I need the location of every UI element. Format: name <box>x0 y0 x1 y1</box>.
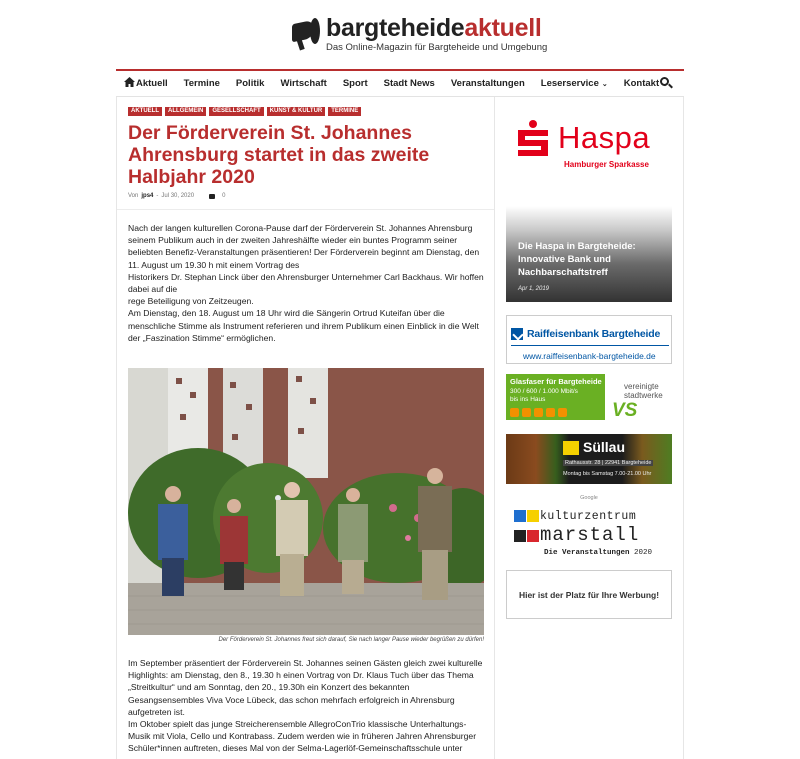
stadtwerke-speeds: 300 / 600 / 1.000 Mbit/s bis ins Haus <box>510 388 578 403</box>
article-body <box>128 222 484 344</box>
raiffeisen-logo-icon <box>511 328 523 340</box>
home-icon[interactable] <box>124 77 136 90</box>
logo-square <box>527 510 539 522</box>
nav-item-veranstaltungen[interactable]: Veranstaltungen <box>450 78 525 89</box>
advertise-here-box[interactable]: Hier ist der Platz für Ihre Werbung! <box>506 570 672 619</box>
suellau-ad[interactable] <box>506 434 672 484</box>
category-tag[interactable]: GESELLSCHAFT <box>209 107 263 116</box>
divider <box>117 209 494 210</box>
content-border-right <box>683 97 684 759</box>
nav-item-stadt-news[interactable]: Stadt News <box>383 78 435 89</box>
nav-item-kontakt[interactable]: Kontakt ⌄ <box>623 78 668 89</box>
haspa-subtitle: Hamburger Sparkasse <box>564 160 649 169</box>
nav-item-wirtschaft[interactable]: Wirtschaft <box>280 78 327 89</box>
kulturzentrum-ad[interactable] <box>514 508 672 560</box>
category-tag[interactable]: TERMINE <box>328 107 361 116</box>
sidebar-post-title[interactable]: Die Haspa in Bargteheide: Innovative Bank und Nachbarschaftstreff <box>518 241 636 278</box>
author-link[interactable]: jps4 <box>141 193 154 199</box>
nav-item-termine[interactable]: Termine <box>183 78 220 89</box>
haspa-name: Haspa <box>558 120 651 155</box>
haspa-ad[interactable] <box>518 120 658 182</box>
article-paragraph: Nach der langen kulturellen Corona-Pause darf der Förderverein St. Johannes Ahrensburg seinem Publikum auch in der zweiten Jahreshälfte wieder ein buntes Programm seiner beliebten Benefiz-Veranstaltungen präsentieren! Der Förderverein beginnt am Dienstag, den 11. August um 19.30 h mit einem Vortrag des Historikers Dr. Stephan Linck über den Ahrensburger Unternehmer Carl Backhaus. Wir hoffen dabei auf die rege Beteiligung von Zeitzeugen. Am Dienstag, den 18. August um 18 Uhr wird die Sängerin Ortrud Kuteifan über die menschliche Stimme als Instrument referieren und ihrem Publikum einen Einblick in die Welt der „Faszination Stimme“ ermöglichen. <box>128 223 484 343</box>
stadtwerke-ad[interactable] <box>506 374 672 420</box>
article-paragraph: Im September präsentiert der Förderverein St. Johannes seinen Gästen gleich zwei kulturelle Highlights: am Dienstag, den 8., 19.30 h einen Vortrag von Dr. Klaus Tuch über das Thema „Streitkultur“ und am Sonntag, den 20., 19.30h ein Konzert des bekannten Gesangsensembles Viva Voce Lübeck, das schon mehrfach erfolgreich in Ahrensburg aufgetreten ist. Im Oktober spielt das junge Streicherensemble AllegroConTrio klassische Unterhaltungs-Musik mit Viola, Cello und Kontrabass. Zudem werden wie in früheren Jahren Ahrensburger Schüler*innen auftreten, dieses Mal von der Selma-Lagerlöf-Gemeinschaftsschule unter <box>128 658 483 754</box>
site-title: bargteheideaktuell <box>326 14 542 42</box>
vs-logo: VS <box>612 400 638 421</box>
google-ad-label: Google <box>580 495 598 501</box>
raiffeisen-url: www.raiffeisenbank-bargteheide.de <box>523 351 656 361</box>
article-date: Jul 30, 2020 <box>161 193 195 199</box>
article-title: Der Förderverein St. Johannes Ahrensburg startet in das zweite Halbjahr 2020 <box>128 122 430 188</box>
nav-item-politik[interactable]: Politik <box>235 78 265 89</box>
category-tag[interactable]: ALLGEMEIN <box>165 107 206 116</box>
chevron-down-icon: ⌄ <box>601 81 608 88</box>
nav-item-sport[interactable]: Sport <box>342 78 368 89</box>
nav-item-leserservice[interactable]: Leserservice ⌄ <box>540 78 608 89</box>
photo-caption: Der Förderverein St. Johannes freut sich darauf, Sie nach langer Pause wieder begrüßen zu dürfen! <box>218 637 484 643</box>
logo-square <box>527 530 539 542</box>
main-nav <box>116 69 684 97</box>
chevron-down-icon: ⌄ <box>662 81 668 88</box>
article-photo <box>128 368 484 635</box>
site-logo[interactable] <box>290 16 547 53</box>
sparkasse-logo-icon <box>518 120 548 156</box>
article-meta: Von jps4 - Jul 30, 2020 0 <box>128 193 226 199</box>
search-icon[interactable] <box>660 77 672 89</box>
service-icons <box>510 408 567 417</box>
category-tags <box>128 107 361 116</box>
kulturzentrum-line2: marstall <box>540 524 640 546</box>
megaphone-icon <box>290 16 320 50</box>
suellau-address: Rathausstr. 28 | 22941 Bargteheide <box>565 460 652 466</box>
content-border-left <box>116 97 117 759</box>
category-tag[interactable]: KUNST & KULTUR <box>267 107 326 116</box>
logo-square <box>514 510 526 522</box>
raiffeisen-name: Raiffeisenbank Bargteheide <box>527 328 661 340</box>
raiffeisenbank-ad[interactable] <box>506 315 672 364</box>
stadtwerke-brand: vereinigte stadtwerke <box>624 382 663 400</box>
content-border-middle <box>494 97 495 759</box>
kulturzentrum-line3: Die Veranstaltungen 2020 <box>544 549 653 557</box>
article-body-continued <box>128 657 484 755</box>
edeka-logo-icon <box>563 441 579 455</box>
logo-square <box>514 530 526 542</box>
comment-icon[interactable] <box>209 194 215 199</box>
nav-item-aktuell[interactable]: Aktuell <box>135 78 168 89</box>
sidebar-post-date: Apr 1, 2019 <box>518 286 550 292</box>
suellau-name: Süllau <box>583 439 626 455</box>
stadtwerke-headline: Glasfaser für Bargteheide <box>510 377 602 386</box>
kulturzentrum-line1: kulturzentrum <box>540 510 637 523</box>
sidebar-post-card[interactable] <box>506 206 672 302</box>
suellau-hours: Montag bis Samstag 7.00-21.00 Uhr <box>563 471 652 477</box>
category-tag[interactable]: AKTUELL <box>128 107 162 116</box>
site-tagline: Das Online-Magazin für Bargteheide und Umgebung <box>326 42 548 53</box>
comment-count[interactable]: 0 <box>222 193 226 199</box>
